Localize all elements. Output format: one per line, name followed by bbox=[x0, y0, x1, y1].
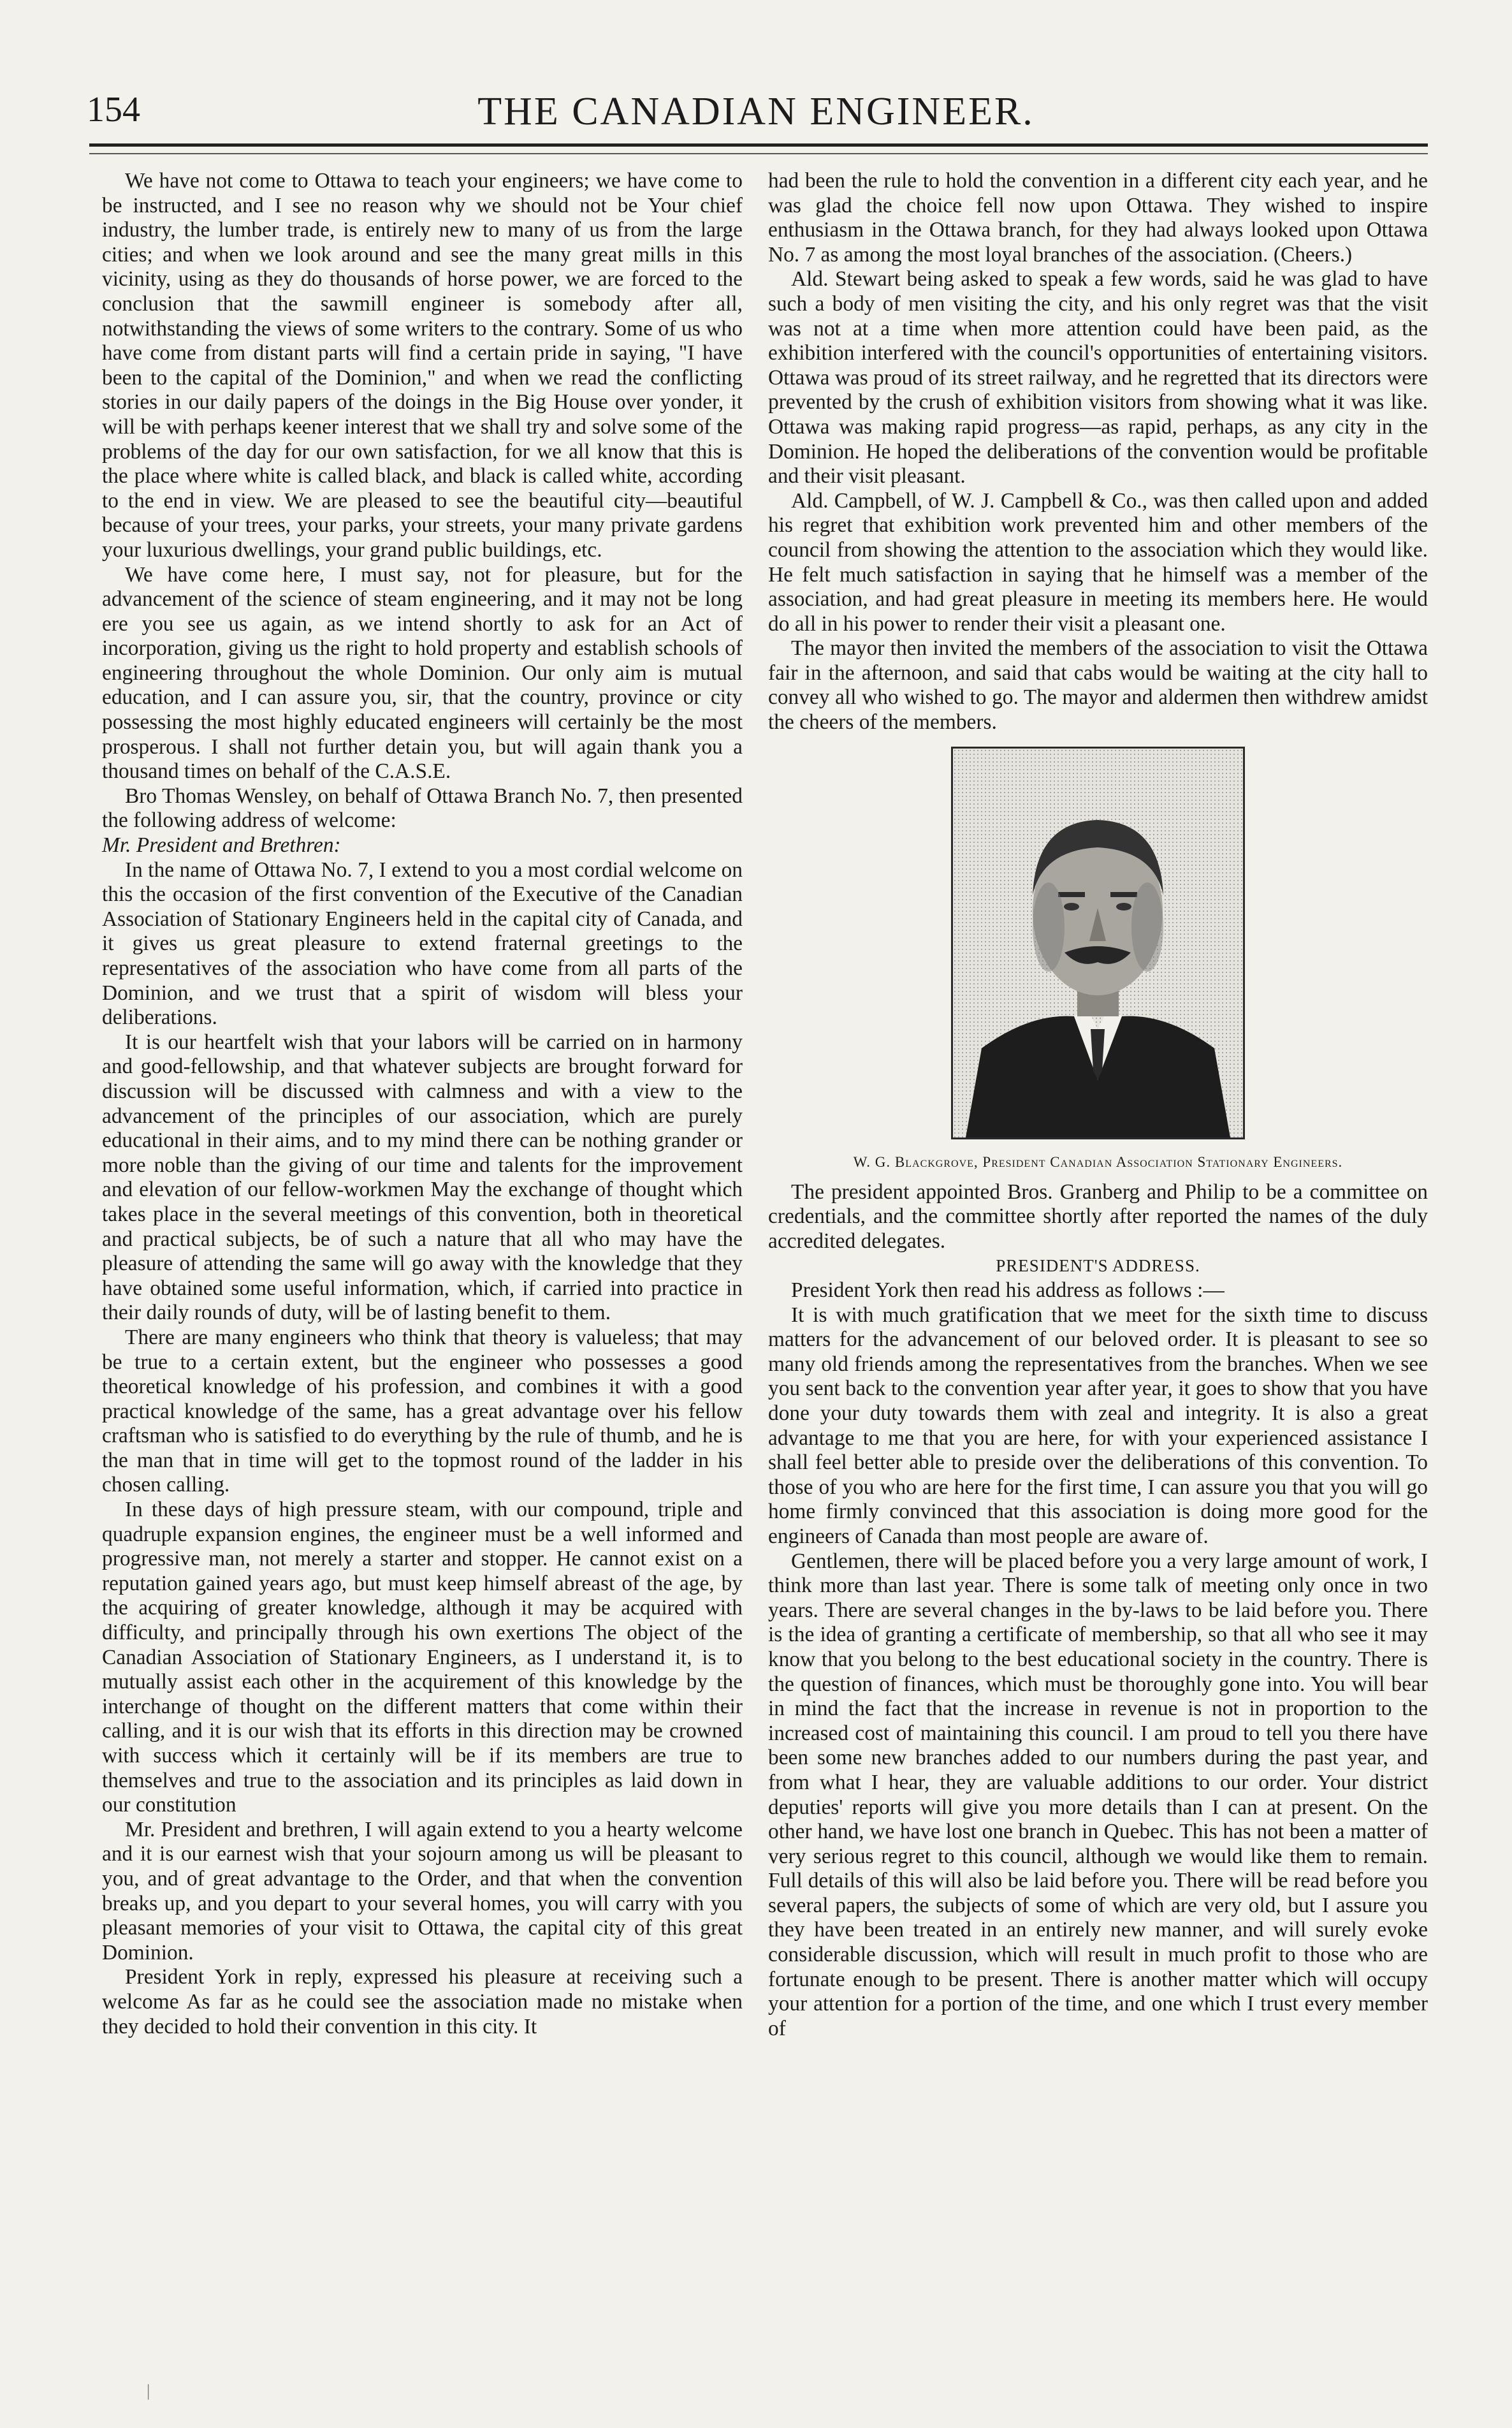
header-rule bbox=[89, 143, 1428, 147]
paragraph: The president appointed Bros. Granberg and Philip to be a committee on credentials, and the committee shortly after reported the names of the duly accredited delegates. bbox=[768, 1180, 1428, 1253]
paragraph: The mayor then invited the members of the association to visit the Ottawa fair in the afternoon, and said that cabs would be waiting at the city hall to convey all who wished to go. The mayor and aldermen then withdrew amidst the cheers of the members. bbox=[768, 636, 1428, 735]
paragraph: Mr. President and brethren, I will again extend to you a hearty welcome and it is our earnest wish that your sojourn among us will be pleasant to you, and of great advantage to the Order, and that when the convention breaks up, and you depart to your several homes, you will carry with you pleasant memories of your visit to Ottawa, the capital city of this great Dominion. bbox=[102, 1817, 743, 1964]
paragraph: It is with much gratification that we meet for the sixth time to discuss matters for the advancement of our beloved order. It is pleasant to see so many old friends among the representatives from the branches. When we see you sent back to the convention year after year, it goes to show that you have done your duty towards them with zeal and integrity. It is also a great advantage to me that you are here, for with your experienced assistance I shall feel better able to preside over the deliberations of this convention. To those of you who are here for the first time, I can assure you that you will go home firmly convinced that this association is doing more good for the engineers of Canada than most people are aware of. bbox=[768, 1303, 1428, 1548]
header-rule-thin bbox=[89, 153, 1428, 154]
paragraph: Bro Thomas Wensley, on behalf of Ottawa Branch No. 7, then presented the following address of welcome: bbox=[102, 784, 743, 833]
paragraph: Gentlemen, there will be placed before you a very large amount of work, I think more than last year. There is some talk of meeting only once in two years. There are several changes in the by-laws to be laid before you. There is the idea of granting a certificate of membership, so that all who see it may know that you belong to the best educational society in the country. There is the question of finances, which must be thoroughly gone into. You will bear in mind the fact that the increase in revenue is not in proportion to the increased cost of maintaining this council. I am proud to tell you there have been some new branches added to our numbers during the past year, and from what I hear, they are valuable additions to our order. Your district deputies' reports will give you more details than I can at present. On the other hand, we have lost one branch in Quebec. This has not been a matter of very serious regret to this council, although we would like them to remain. Full details of this will also be laid before you. There will be read before you several papers, the subjects of some of which are very old, but I assure you they have been treated in an entirely new manner, and will surely evoke considerable discussion, which will result in much profit to those who are fortunate enough to be present. There is another matter which will occupy your attention for a portion of the time, and one which I trust every member of bbox=[768, 1549, 1428, 2040]
left-column bbox=[102, 169, 743, 2039]
paragraph: In the name of Ottawa No. 7, I extend to you a most cordial welcome on this the occasion of the first convention of the Executive of the Canadian Association of Stationary Engineers held in the capital city of Canada, and it gives us great pleasure to extend fraternal greetings to the representatives of the association who have come from all parts of the Dominion, and we trust that a spirit of wisdom will bless your deliberations. bbox=[102, 858, 743, 1030]
paragraph: had been the rule to hold the convention in a different city each year, and he was glad the choice fell now upon Ottawa. They wished to inspire enthusiasm in the Ottawa branch, for they had always looked upon Ottawa No. 7 as among the most loyal branches of the association. (Cheers.) bbox=[768, 169, 1428, 267]
address-salutation: Mr. President and Brethren: bbox=[102, 833, 341, 858]
paragraph: In these days of high pressure steam, with our compound, triple and quadruple expansion engines, the engineer must be a well informed and progressive man, not merely a starter and stopper. He cannot exist on a reputation gained years ago, but must keep himself abreast of the age, by the acquiring of greater knowledge, although it may be acquired with difficulty, and principally through his own exertions The object of the Canadian Association of Stationary Engineers, as I understand it, is to mutually assist each other in the acquirement of this knowledge by the interchange of thought on the different matters that come within their calling, and it is our wish that its efforts in this direction may be crowned with success which it certainly will be if its members are true to themselves and true to the association and its principles as laid down in our constitution bbox=[102, 1498, 743, 1817]
portrait-engraving bbox=[953, 749, 1243, 1137]
paragraph: Ald. Stewart being asked to speak a few words, said he was glad to have such a body of men visiting the city, and his only regret was that the visit was not at a time when more attention could have been paid, as the exhibition interfered with the council's opportunities of entertaining visitors. Ottawa was proud of its street railway, and he regretted that its directors were prevented by the crush of exhibition visitors from showing what it was like. Ottawa was making rapid progress—as rapid, perhaps, as any city in the Dominion. He hoped the deliberations of the convention would be profitable and their visit pleasant. bbox=[768, 267, 1428, 488]
paragraph: President York in reply, expressed his pleasure at receiving such a welcome As far as he could see the association made no mistake when they decided to hold their convention in this city. It bbox=[102, 1965, 743, 2038]
paragraph: It is our heartfelt wish that your labors will be carried on in harmony and good-fellowship, and that whatever subjects are brought forward for discussion will be discussed with calmness and with a view to the advancement of the principles of our association, which are purely educational in their aims, and to my mind there can be nothing grander or more noble than the giving of our time and talents for the improvement and elevation of our fellow-workmen May the exchange of thought which takes place in the several meetings of this convention, both in theoretical and practical subjects, be of such a nature that all who may have the pleasure of attending the same will go away with the knowledge that they have obtained some useful information, which, if carried into practice in their daily rounds of duty, will be of lasting benefit to them. bbox=[102, 1030, 743, 1325]
paragraph: We have not come to Ottawa to teach your engineers; we have come to be instructed, and I see no reason why we should not be Your chief industry, the lumber trade, is entirely new to many of us from the large cities; and when we look around and see the many great mills in this vicinity, using as they do thousands of horse power, we are forced to the conclusion that the sawmill engineer is somebody after all, notwithstanding the views of some writers to the contrary. Some of us who have come from distant parts will find a certain pride in saying, "I have been to the capital of the Dominion," and when we read the conflicting stories in our daily papers of the doings in the Big House over yonder, it will be with perhaps keener interest that we shall try and solve some of the problems of the day for our own satisfaction, for we all know that this is the place where white is called black, and black is called white, according to the end in view. We are pleased to see the beautiful city—beautiful because of your trees, your parks, your streets, your many private gardens your luxurious dwellings, your grand public buildings, etc. bbox=[102, 169, 743, 562]
page-number: 154 bbox=[87, 90, 140, 129]
portrait-figure bbox=[768, 747, 1428, 1171]
portrait-caption: W. G. Blackgrove, President Canadian Association Stationary Engineers. bbox=[853, 1153, 1343, 1170]
portrait-image bbox=[951, 747, 1245, 1139]
footer-mark: | bbox=[147, 2381, 150, 2400]
paragraph: We have come here, I must say, not for pleasure, but for the advancement of the science of steam engineering, and it may not be long ere you see us again, as we intend shortly to ask for an Act of incorporation, giving us the right to hold property and establish schools of engineering throughout the whole Dominion. Our only aim is mutual education, and I can assure you, sir, that the country, province or city possessing the most highly educated engineers will certainly be the most prosperous. I shall not further detain you, but will again thank you a thousand times on behalf of the C.A.S.E. bbox=[102, 562, 743, 784]
journal-title: THE CANADIAN ENGINEER. bbox=[477, 90, 1035, 133]
page-header bbox=[0, 0, 1512, 166]
paragraph: There are many engineers who think that theory is valueless; that may be true to a certain extent, but the engineer who possesses a good theoretical knowledge of his profession, and combines it with a good practical knowledge of the same, has a great advantage over his fellow craftsman who is satisfied to do everything by the rule of thumb, and he is the man that in time will get to the topmost round of the ladder in his chosen calling. bbox=[102, 1325, 743, 1497]
paragraph: Ald. Campbell, of W. J. Campbell & Co., was then called upon and added his regret that exhibition work prevented him and other members of the council from showing the attention to the association which they would like. He felt much satisfaction in saying that he himself was a member of the association, and had great pleasure in meeting its members here. He would do all in his power to render their visit a pleasant one. bbox=[768, 488, 1428, 636]
right-column bbox=[768, 169, 1428, 2041]
section-heading: PRESIDENT'S ADDRESS. bbox=[996, 1256, 1200, 1276]
paragraph: President York then read his address as follows :— bbox=[791, 1278, 1225, 1303]
